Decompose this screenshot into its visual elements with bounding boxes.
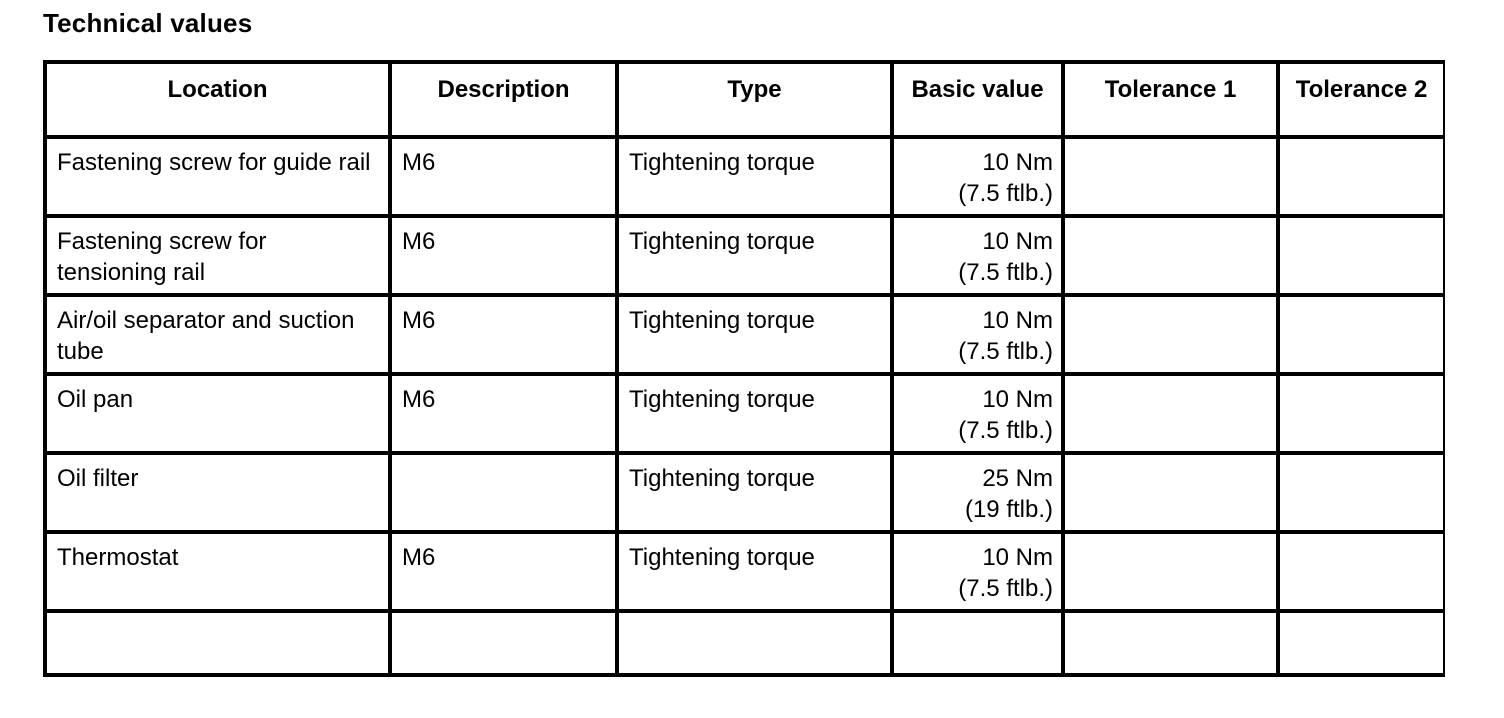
- cell-tolerance-2: [1278, 532, 1445, 611]
- table-row: [45, 453, 1445, 532]
- cell-basic-value: [892, 216, 1063, 295]
- technical-values-table-container: [43, 60, 1445, 685]
- cell-tolerance-1: [1063, 374, 1278, 453]
- cell-tolerance-2: [1278, 137, 1445, 216]
- cell-type: Tightening torque: [617, 374, 892, 453]
- table-row: [45, 532, 1445, 611]
- table-row-empty: [45, 611, 1445, 675]
- basic-value-imperial: (7.5 ftlb.): [958, 338, 1053, 365]
- cell-location: Air/oil separator and suction tube: [45, 295, 390, 374]
- table-row: [45, 216, 1445, 295]
- basic-value-imperial: (7.5 ftlb.): [958, 575, 1053, 602]
- cell-tolerance-1: [1063, 453, 1278, 532]
- basic-value-metric: 10 Nm: [982, 544, 1053, 571]
- cell-location: Fastening screw for guide rail: [45, 137, 390, 216]
- header-tolerance-2: Tolerance 2: [1278, 62, 1445, 137]
- header-tolerance-1: Tolerance 1: [1063, 62, 1278, 137]
- cell-empty: [892, 611, 1063, 675]
- table-row: [45, 374, 1445, 453]
- cell-type: Tightening torque: [617, 216, 892, 295]
- cell-empty: [617, 611, 892, 675]
- cell-location: Oil filter: [45, 453, 390, 532]
- cell-tolerance-1: [1063, 295, 1278, 374]
- header-basic-value: Basic value: [892, 62, 1063, 137]
- header-description: Description: [390, 62, 617, 137]
- cell-basic-value: [892, 532, 1063, 611]
- cell-empty: [390, 611, 617, 675]
- cell-tolerance-2: [1278, 216, 1445, 295]
- cell-location: Fastening screw for tensioning rail: [45, 216, 390, 295]
- cell-tolerance-1: [1063, 137, 1278, 216]
- basic-value-metric: 10 Nm: [982, 149, 1053, 176]
- cell-type: Tightening torque: [617, 295, 892, 374]
- basic-value-imperial: (7.5 ftlb.): [958, 180, 1053, 207]
- cell-description: M6: [390, 137, 617, 216]
- cell-description: M6: [390, 532, 617, 611]
- header-location: Location: [45, 62, 390, 137]
- basic-value-metric: 10 Nm: [982, 307, 1053, 334]
- cell-empty: [1278, 611, 1445, 675]
- basic-value-imperial: (19 ftlb.): [964, 496, 1053, 523]
- cell-basic-value: [892, 137, 1063, 216]
- header-type: Type: [617, 62, 892, 137]
- cell-type: Tightening torque: [617, 532, 892, 611]
- cell-description: [390, 453, 617, 532]
- cell-basic-value: [892, 295, 1063, 374]
- cell-tolerance-2: [1278, 453, 1445, 532]
- cell-type: Tightening torque: [617, 453, 892, 532]
- cell-description: M6: [390, 374, 617, 453]
- table-header-row: [45, 62, 1445, 137]
- technical-values-table: [43, 60, 1445, 677]
- cell-description: M6: [390, 216, 617, 295]
- table-row: [45, 137, 1445, 216]
- cell-basic-value: [892, 453, 1063, 532]
- table-row: [45, 295, 1445, 374]
- cell-tolerance-1: [1063, 532, 1278, 611]
- cell-tolerance-2: [1278, 374, 1445, 453]
- cell-empty: [1063, 611, 1278, 675]
- basic-value-metric: 10 Nm: [982, 386, 1053, 413]
- page-title: Technical values: [43, 8, 253, 38]
- cell-location: Thermostat: [45, 532, 390, 611]
- cell-tolerance-2: [1278, 295, 1445, 374]
- cell-location: Oil pan: [45, 374, 390, 453]
- cell-description: M6: [390, 295, 617, 374]
- cell-type: Tightening torque: [617, 137, 892, 216]
- cell-empty: [45, 611, 390, 675]
- cell-basic-value: [892, 374, 1063, 453]
- basic-value-metric: 10 Nm: [982, 228, 1053, 255]
- cell-tolerance-1: [1063, 216, 1278, 295]
- basic-value-imperial: (7.5 ftlb.): [958, 417, 1053, 444]
- basic-value-imperial: (7.5 ftlb.): [958, 259, 1053, 286]
- basic-value-metric: 25 Nm: [982, 465, 1053, 492]
